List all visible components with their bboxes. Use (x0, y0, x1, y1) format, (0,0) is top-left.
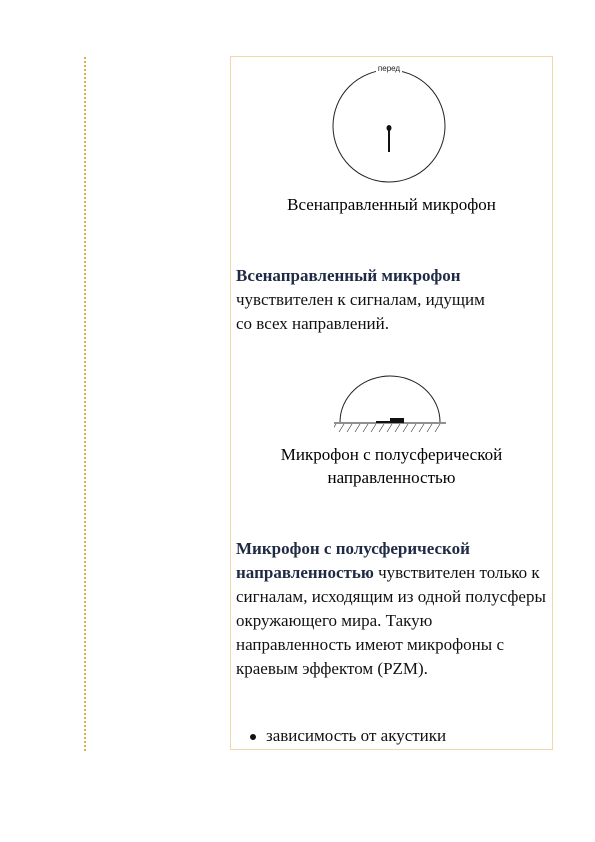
omni-paragraph (236, 264, 486, 336)
hemi-paragraph (236, 537, 548, 681)
front-label: перед (377, 64, 401, 73)
omni-caption: Всенаправленный микрофон (287, 195, 496, 214)
hemi-description: чувствителен только к сигналам, исходящим из одной полусферы окружающего мира. Такую направленность имеют микрофоны с краевым эффектом (PZM). (236, 563, 546, 678)
bullet-text: зависимость от акустики (266, 726, 447, 745)
hemispherical-polar-diagram (334, 374, 446, 436)
hemi-term: Микрофон с полусферической направленностью (236, 539, 470, 582)
left-dotted-rule (84, 57, 86, 751)
ground-hatching (334, 424, 440, 432)
omni-description: чувствителен к сигналам, идущим со всех направлений. (236, 290, 485, 333)
pzm-microphone-icon (376, 418, 404, 423)
omni-term: Всенаправленный микрофон (236, 266, 461, 285)
omnidirectional-polar-diagram (330, 62, 448, 184)
hemi-caption: Микрофон с полусферической направленностью (280, 445, 503, 487)
bullet-icon (250, 734, 256, 740)
microphone-icon (387, 125, 392, 152)
bullet-item (250, 724, 446, 748)
